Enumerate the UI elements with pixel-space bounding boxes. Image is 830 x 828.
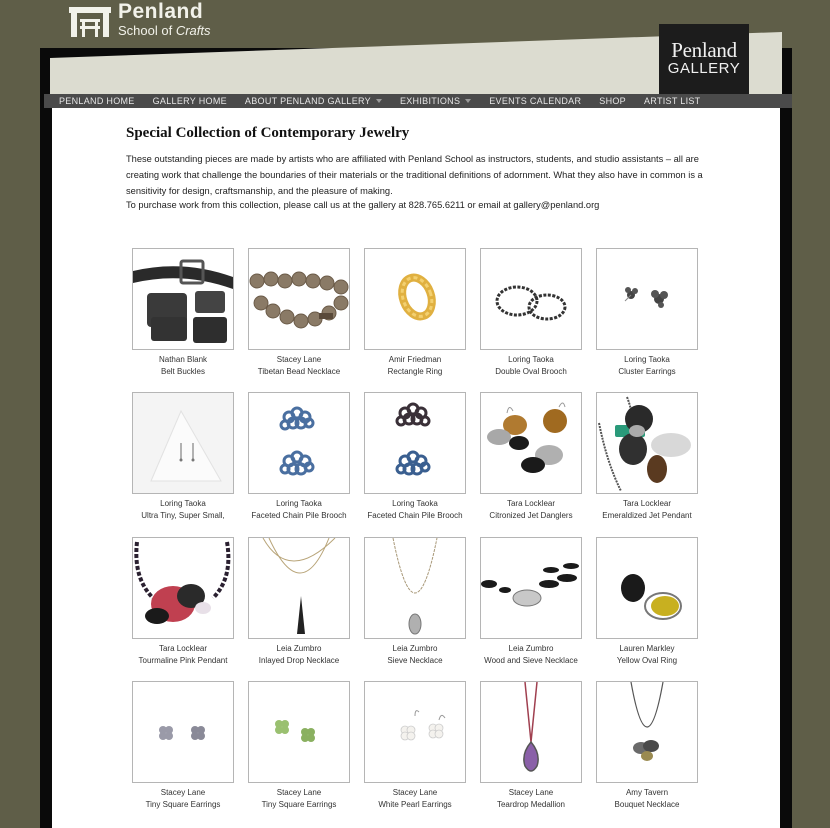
gallery-item[interactable] — [596, 248, 698, 378]
artist-name: Loring Taoka — [160, 499, 206, 508]
logo-school-text: School of — [118, 23, 173, 38]
piece-title[interactable]: Yellow Oval Ring — [616, 656, 678, 665]
gallery-item[interactable] — [596, 681, 698, 811]
piece-title[interactable]: Rectangle Ring — [387, 367, 443, 376]
piece-title[interactable]: Faceted Chain Pile Brooch — [367, 511, 463, 520]
artist-name: Stacey Lane — [160, 788, 206, 797]
piece-title[interactable]: Bouquet Necklace — [614, 800, 680, 809]
nav-label: GALLERY HOME — [152, 96, 227, 106]
nav-shop[interactable] — [599, 96, 626, 106]
earrings-image[interactable] — [132, 392, 234, 494]
piece-title[interactable]: Wood and Sieve Necklace — [484, 656, 578, 665]
danglers-image[interactable] — [480, 392, 582, 494]
piece-title[interactable]: Cluster Earrings — [618, 367, 676, 376]
gallery-item[interactable] — [480, 537, 582, 667]
gallery-item[interactable] — [132, 392, 234, 522]
gallery-item[interactable] — [364, 537, 466, 667]
ring-image[interactable] — [596, 537, 698, 639]
piece-title[interactable]: Sieve Necklace — [387, 656, 443, 665]
gallery-item[interactable] — [480, 392, 582, 522]
earrings-image[interactable] — [364, 681, 466, 783]
nav-label: PENLAND HOME — [59, 96, 135, 106]
brooch-image[interactable] — [480, 248, 582, 350]
gallery-item[interactable] — [248, 681, 350, 811]
nav-penland-home[interactable] — [59, 96, 135, 106]
artist-name: Stacey Lane — [508, 788, 554, 797]
artist-name: Tara Locklear — [622, 499, 672, 508]
artist-name: Amir Friedman — [388, 355, 442, 364]
artist-name: Loring Taoka — [276, 499, 322, 508]
necklace-image[interactable] — [480, 537, 582, 639]
nav-label: ABOUT PENLAND GALLERY — [244, 96, 371, 106]
gallery-item[interactable] — [596, 537, 698, 667]
nav-about-penland-gallery[interactable] — [245, 96, 382, 106]
badge-line-penland: Penland — [671, 38, 737, 62]
gallery-item[interactable] — [132, 537, 234, 667]
nav-exhibitions[interactable] — [400, 96, 471, 106]
chain-brooch-image[interactable] — [364, 392, 466, 494]
logo-name: Penland — [118, 0, 204, 23]
gallery-item[interactable] — [248, 392, 350, 522]
gallery-item[interactable] — [132, 248, 234, 378]
gallery-item[interactable] — [132, 681, 234, 811]
artist-name: Stacey Lane — [276, 788, 322, 797]
gallery-item[interactable] — [596, 392, 698, 522]
artist-name: Loring Taoka — [508, 355, 554, 364]
piece-title[interactable]: Emeraldized Jet Pendant — [602, 511, 692, 520]
artist-name: Nathan Blank — [158, 355, 208, 364]
piece-title[interactable]: Tiny Square Earrings — [261, 800, 337, 809]
piece-title[interactable]: Teardrop Medallion — [496, 800, 566, 809]
piece-title[interactable]: Inlayed Drop Necklace — [258, 656, 340, 665]
bead-necklace-image[interactable] — [248, 248, 350, 350]
dropdown-arrow-icon — [465, 99, 471, 103]
artist-name: Loring Taoka — [624, 355, 670, 364]
gallery-item[interactable] — [248, 248, 350, 378]
gallery-item[interactable] — [364, 392, 466, 522]
artist-name: Tara Locklear — [158, 644, 208, 653]
medallion-image[interactable] — [480, 681, 582, 783]
piece-title[interactable]: Faceted Chain Pile Brooch — [251, 511, 347, 520]
gallery-item[interactable] — [480, 681, 582, 811]
intro-paragraph: These outstanding pieces are made by artists who are affiliated with Penland School as instructors, students, and studio assistants – all are creating work that challenge the boundaries of their materials or the traditional definitions of adornment. What they also have in common is a sensitivity for design, craftsmanship, and the pleasure of making. — [126, 154, 703, 196]
main-nav — [44, 94, 792, 108]
piece-title[interactable]: White Pearl Earrings — [378, 800, 452, 809]
necklace-image[interactable] — [596, 681, 698, 783]
logo-crafts-text: Crafts — [175, 23, 211, 38]
dropdown-arrow-icon — [376, 99, 382, 103]
earrings-image[interactable] — [596, 248, 698, 350]
ring-image[interactable] — [364, 248, 466, 350]
nav-artist-list[interactable] — [644, 96, 700, 106]
artist-name: Leia Zumbro — [508, 644, 554, 653]
page-title: Special Collection of Contemporary Jewelry — [126, 125, 410, 141]
artist-name: Loring Taoka — [392, 499, 438, 508]
nav-label: EVENTS CALENDAR — [489, 96, 582, 106]
piece-title[interactable]: Tourmaline Pink Pendant — [138, 656, 228, 665]
nav-label: EXHIBITIONS — [399, 96, 461, 106]
artist-name: Stacey Lane — [276, 355, 322, 364]
pendant-image[interactable] — [596, 392, 698, 494]
artist-name: Lauren Markley — [619, 644, 675, 653]
badge-line-gallery: GALLERY — [667, 60, 741, 77]
artist-name: Tara Locklear — [506, 499, 556, 508]
necklace-image[interactable] — [364, 537, 466, 639]
piece-title[interactable]: Tiny Square Earrings — [145, 800, 221, 809]
gallery-item[interactable] — [364, 681, 466, 811]
belt-buckles-image[interactable] — [132, 248, 234, 350]
artist-name: Leia Zumbro — [392, 644, 438, 653]
nav-label: ARTIST LIST — [644, 96, 701, 106]
piece-title[interactable]: Ultra Tiny, Super Small, — [141, 511, 225, 520]
earrings-image[interactable] — [132, 681, 234, 783]
earrings-image[interactable] — [248, 681, 350, 783]
artist-name: Amy Tavern — [625, 788, 669, 797]
necklace-image[interactable] — [248, 537, 350, 639]
penland-gallery-badge[interactable] — [659, 24, 749, 94]
nav-events-calendar[interactable] — [489, 96, 581, 106]
piece-title[interactable]: Citronized Jet Danglers — [489, 511, 573, 520]
gallery-item[interactable] — [364, 248, 466, 378]
chain-brooch-image[interactable] — [248, 392, 350, 494]
main-content — [52, 108, 780, 828]
piece-title[interactable]: Tibetan Bead Necklace — [257, 367, 341, 376]
gallery-item[interactable] — [480, 248, 582, 378]
piece-title[interactable]: Belt Buckles — [160, 367, 206, 376]
artist-name: Stacey Lane — [392, 788, 438, 797]
nav-gallery-home[interactable] — [153, 96, 227, 106]
artist-name: Leia Zumbro — [276, 644, 322, 653]
piece-title[interactable]: Double Oval Brooch — [495, 367, 567, 376]
gallery-item[interactable] — [248, 537, 350, 667]
purchase-info: To purchase work from this collection, please call us at the gallery at 828.765.6211 or email at gallery@penland.org — [126, 200, 600, 210]
nav-label: SHOP — [599, 96, 626, 106]
pendant-image[interactable] — [132, 537, 234, 639]
